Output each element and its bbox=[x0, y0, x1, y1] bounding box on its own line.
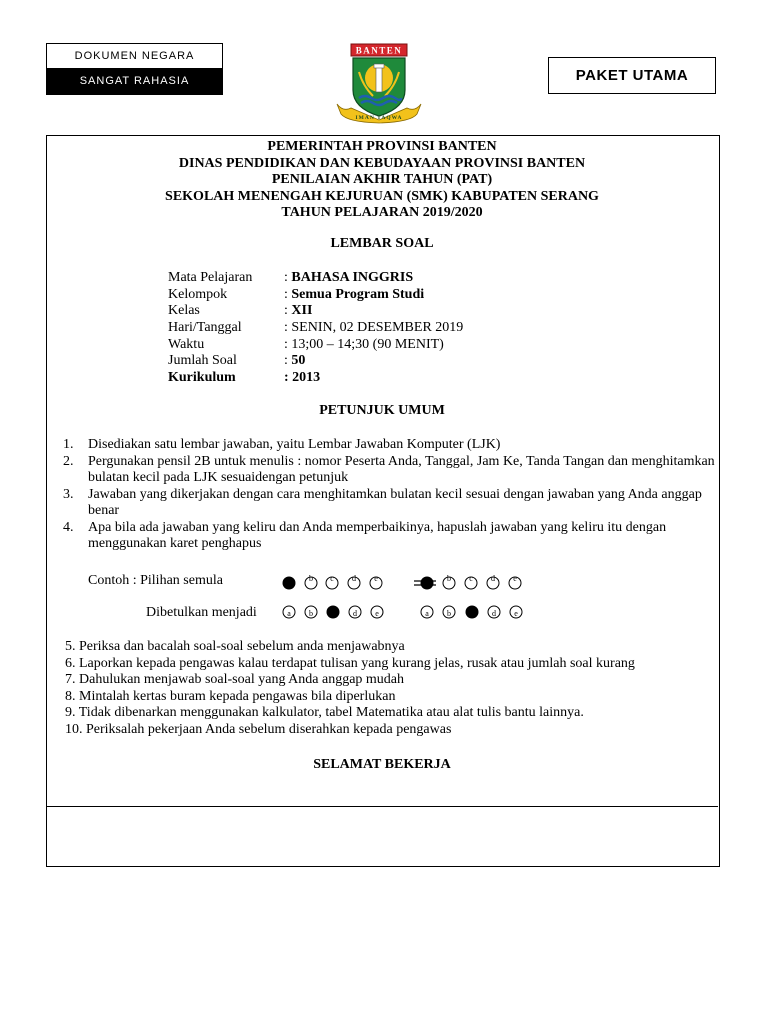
info-curriculum-label: Kurikulum bbox=[168, 370, 236, 385]
info-count-label: Jumlah Soal bbox=[168, 353, 237, 368]
banten-logo bbox=[333, 42, 425, 124]
info-time bbox=[168, 337, 444, 354]
info-date bbox=[168, 320, 463, 337]
list-item: 10. Periksalah pekerjaan Anda sebelum diserahkan kepada pengawas bbox=[65, 721, 452, 737]
info-group-label: Kelompok bbox=[168, 287, 228, 302]
classification-box bbox=[46, 43, 223, 95]
example-initial-bubbles bbox=[278, 572, 538, 594]
info-group-value: Semua Program Studi bbox=[291, 287, 425, 302]
bubble-letter: d bbox=[352, 574, 356, 583]
info-subject-value: BAHASA INGGRIS bbox=[291, 270, 414, 285]
list-item: 5. Periksa dan bacalah soal-soal sebelum anda menjawabnya bbox=[65, 639, 405, 654]
bubble-filled bbox=[466, 606, 479, 619]
info-subject-label: Mata Pelajaran bbox=[168, 270, 253, 285]
header-line4: SEKOLAH MENENGAH KEJURUAN (SMK) KABUPATEN SERANG bbox=[165, 188, 599, 204]
info-date-value: SENIN, 02 DESEMBER 2019 bbox=[291, 320, 464, 335]
info-date-label: Hari/Tanggal bbox=[168, 320, 242, 335]
info-class-sep: : bbox=[284, 303, 292, 318]
info-curriculum-value: 2013 bbox=[292, 370, 321, 385]
bubble-letter: b bbox=[447, 609, 451, 618]
info-class bbox=[168, 303, 312, 320]
instructions-list bbox=[63, 437, 728, 553]
closing-text: SELAMAT BEKERJA bbox=[313, 757, 451, 772]
list-item: 8. Mintalah kertas buram kepada pengawas bila diperlukan bbox=[65, 688, 396, 704]
info-subject-sep: : bbox=[284, 270, 292, 285]
header-line3: PENILAIAN AKHIR TAHUN (PAT) bbox=[271, 172, 493, 187]
bubble-filled bbox=[421, 577, 434, 590]
bubble-letter: d bbox=[353, 609, 357, 618]
list-item-num: 4. bbox=[63, 519, 74, 535]
example-corrected-label: Dibetulkan menjadi bbox=[146, 605, 257, 620]
info-group-sep: : bbox=[284, 287, 292, 302]
frame-divider bbox=[46, 806, 718, 807]
example-initial-label: Contoh : Pilihan semula bbox=[88, 573, 223, 588]
list-item-text: Pergunakan pensil 2B untuk menulis : nomor Peserta Anda, Tanggal, Jam Ke, Tanda Tangan dan menghitamkan bulatan kecil pada LJK sesuaidengan petunjuk bbox=[88, 453, 715, 485]
list-item-num: 2. bbox=[63, 453, 74, 469]
bubble-letter: d bbox=[492, 609, 496, 618]
banten-emblem-icon bbox=[333, 42, 425, 124]
list-item: 9. Tidak dibenarkan menggunakan kalkulator, tabel Matematika atau alat tulis bantu lainnya. bbox=[65, 705, 584, 721]
info-date-sep: : bbox=[284, 320, 292, 335]
list-item: 7. Dahulukan menjawab soal-soal yang Anda anggap mudah bbox=[65, 672, 405, 688]
list-item-num: 3. bbox=[63, 486, 74, 502]
instructions-title: PETUNJUK UMUM bbox=[319, 403, 445, 418]
bubble-letter: a bbox=[287, 609, 291, 618]
bubble-letter: a bbox=[425, 609, 429, 618]
bubble-letter: e bbox=[513, 574, 517, 583]
bubble-letter: e bbox=[374, 574, 378, 583]
list-item bbox=[63, 454, 728, 487]
info-time-label: Waktu bbox=[168, 337, 205, 352]
info-time-sep: : bbox=[284, 337, 292, 352]
info-subject bbox=[168, 270, 413, 287]
info-class-value: XII bbox=[291, 303, 313, 318]
logo-top-text: BANTEN bbox=[355, 45, 403, 56]
list-item-num: 1. bbox=[63, 437, 74, 452]
bubble-letter: c bbox=[469, 574, 473, 583]
info-count bbox=[168, 353, 305, 370]
bubble-letter: b bbox=[309, 574, 313, 583]
list-item-text: Apa bila ada jawaban yang keliru dan Anda memperbaikinya, hapuslah jawaban yang keliru itu dengan menggunakan karet penghapus bbox=[88, 519, 667, 551]
sheet-title: LEMBAR SOAL bbox=[330, 236, 434, 251]
bubble-letter: e bbox=[375, 609, 379, 618]
bubble-letter: e bbox=[514, 609, 518, 618]
bubble-filled bbox=[327, 606, 340, 619]
info-time-value: 13;00 – 14;30 (90 MENIT) bbox=[291, 337, 444, 352]
classification-line1: DOKUMEN NEGARA bbox=[47, 44, 222, 68]
info-class-label: Kelas bbox=[168, 303, 200, 318]
list-item-text: Disediakan satu lembar jawaban, yaitu Lembar Jawaban Komputer (LJK) bbox=[88, 437, 501, 452]
info-count-value: 50 bbox=[291, 353, 306, 368]
instructions-more-list bbox=[65, 639, 635, 739]
list-item bbox=[63, 520, 728, 553]
logo-bottom-text: IMAN TAQWA bbox=[355, 115, 403, 121]
package-label: PAKET UTAMA bbox=[548, 57, 716, 94]
header-line2: DINAS PENDIDIKAN DAN KEBUDAYAAN PROVINSI BANTEN bbox=[178, 155, 586, 171]
bubble-filled bbox=[283, 577, 296, 590]
classification-line2: SANGAT RAHASIA bbox=[47, 68, 222, 94]
bubble-letter: b bbox=[309, 609, 313, 618]
list-item: 6. Laporkan kepada pengawas kalau terdapat tulisan yang kurang jelas, rusak atau jumlah soal kurang bbox=[65, 655, 635, 671]
list-item-text: Jawaban yang dikerjakan dengan cara menghitamkan bulatan kecil sesuai dengan jawaban yang Anda anggap benar bbox=[88, 486, 702, 518]
example-corrected-bubbles bbox=[278, 601, 538, 623]
document-header bbox=[46, 139, 718, 222]
bubble-letter: b bbox=[447, 574, 451, 583]
info-curriculum-sep: : bbox=[284, 370, 293, 385]
bubble-letter: c bbox=[330, 574, 334, 583]
info-group bbox=[168, 287, 424, 304]
bubble-letter: d bbox=[491, 574, 495, 583]
list-item bbox=[63, 437, 728, 454]
header-line5: TAHUN PELAJARAN 2019/2020 bbox=[281, 205, 483, 220]
info-curriculum bbox=[168, 370, 320, 387]
info-count-sep: : bbox=[284, 353, 292, 368]
list-item bbox=[63, 487, 728, 520]
header-line1: PEMERINTAH PROVINSI BANTEN bbox=[267, 139, 497, 154]
